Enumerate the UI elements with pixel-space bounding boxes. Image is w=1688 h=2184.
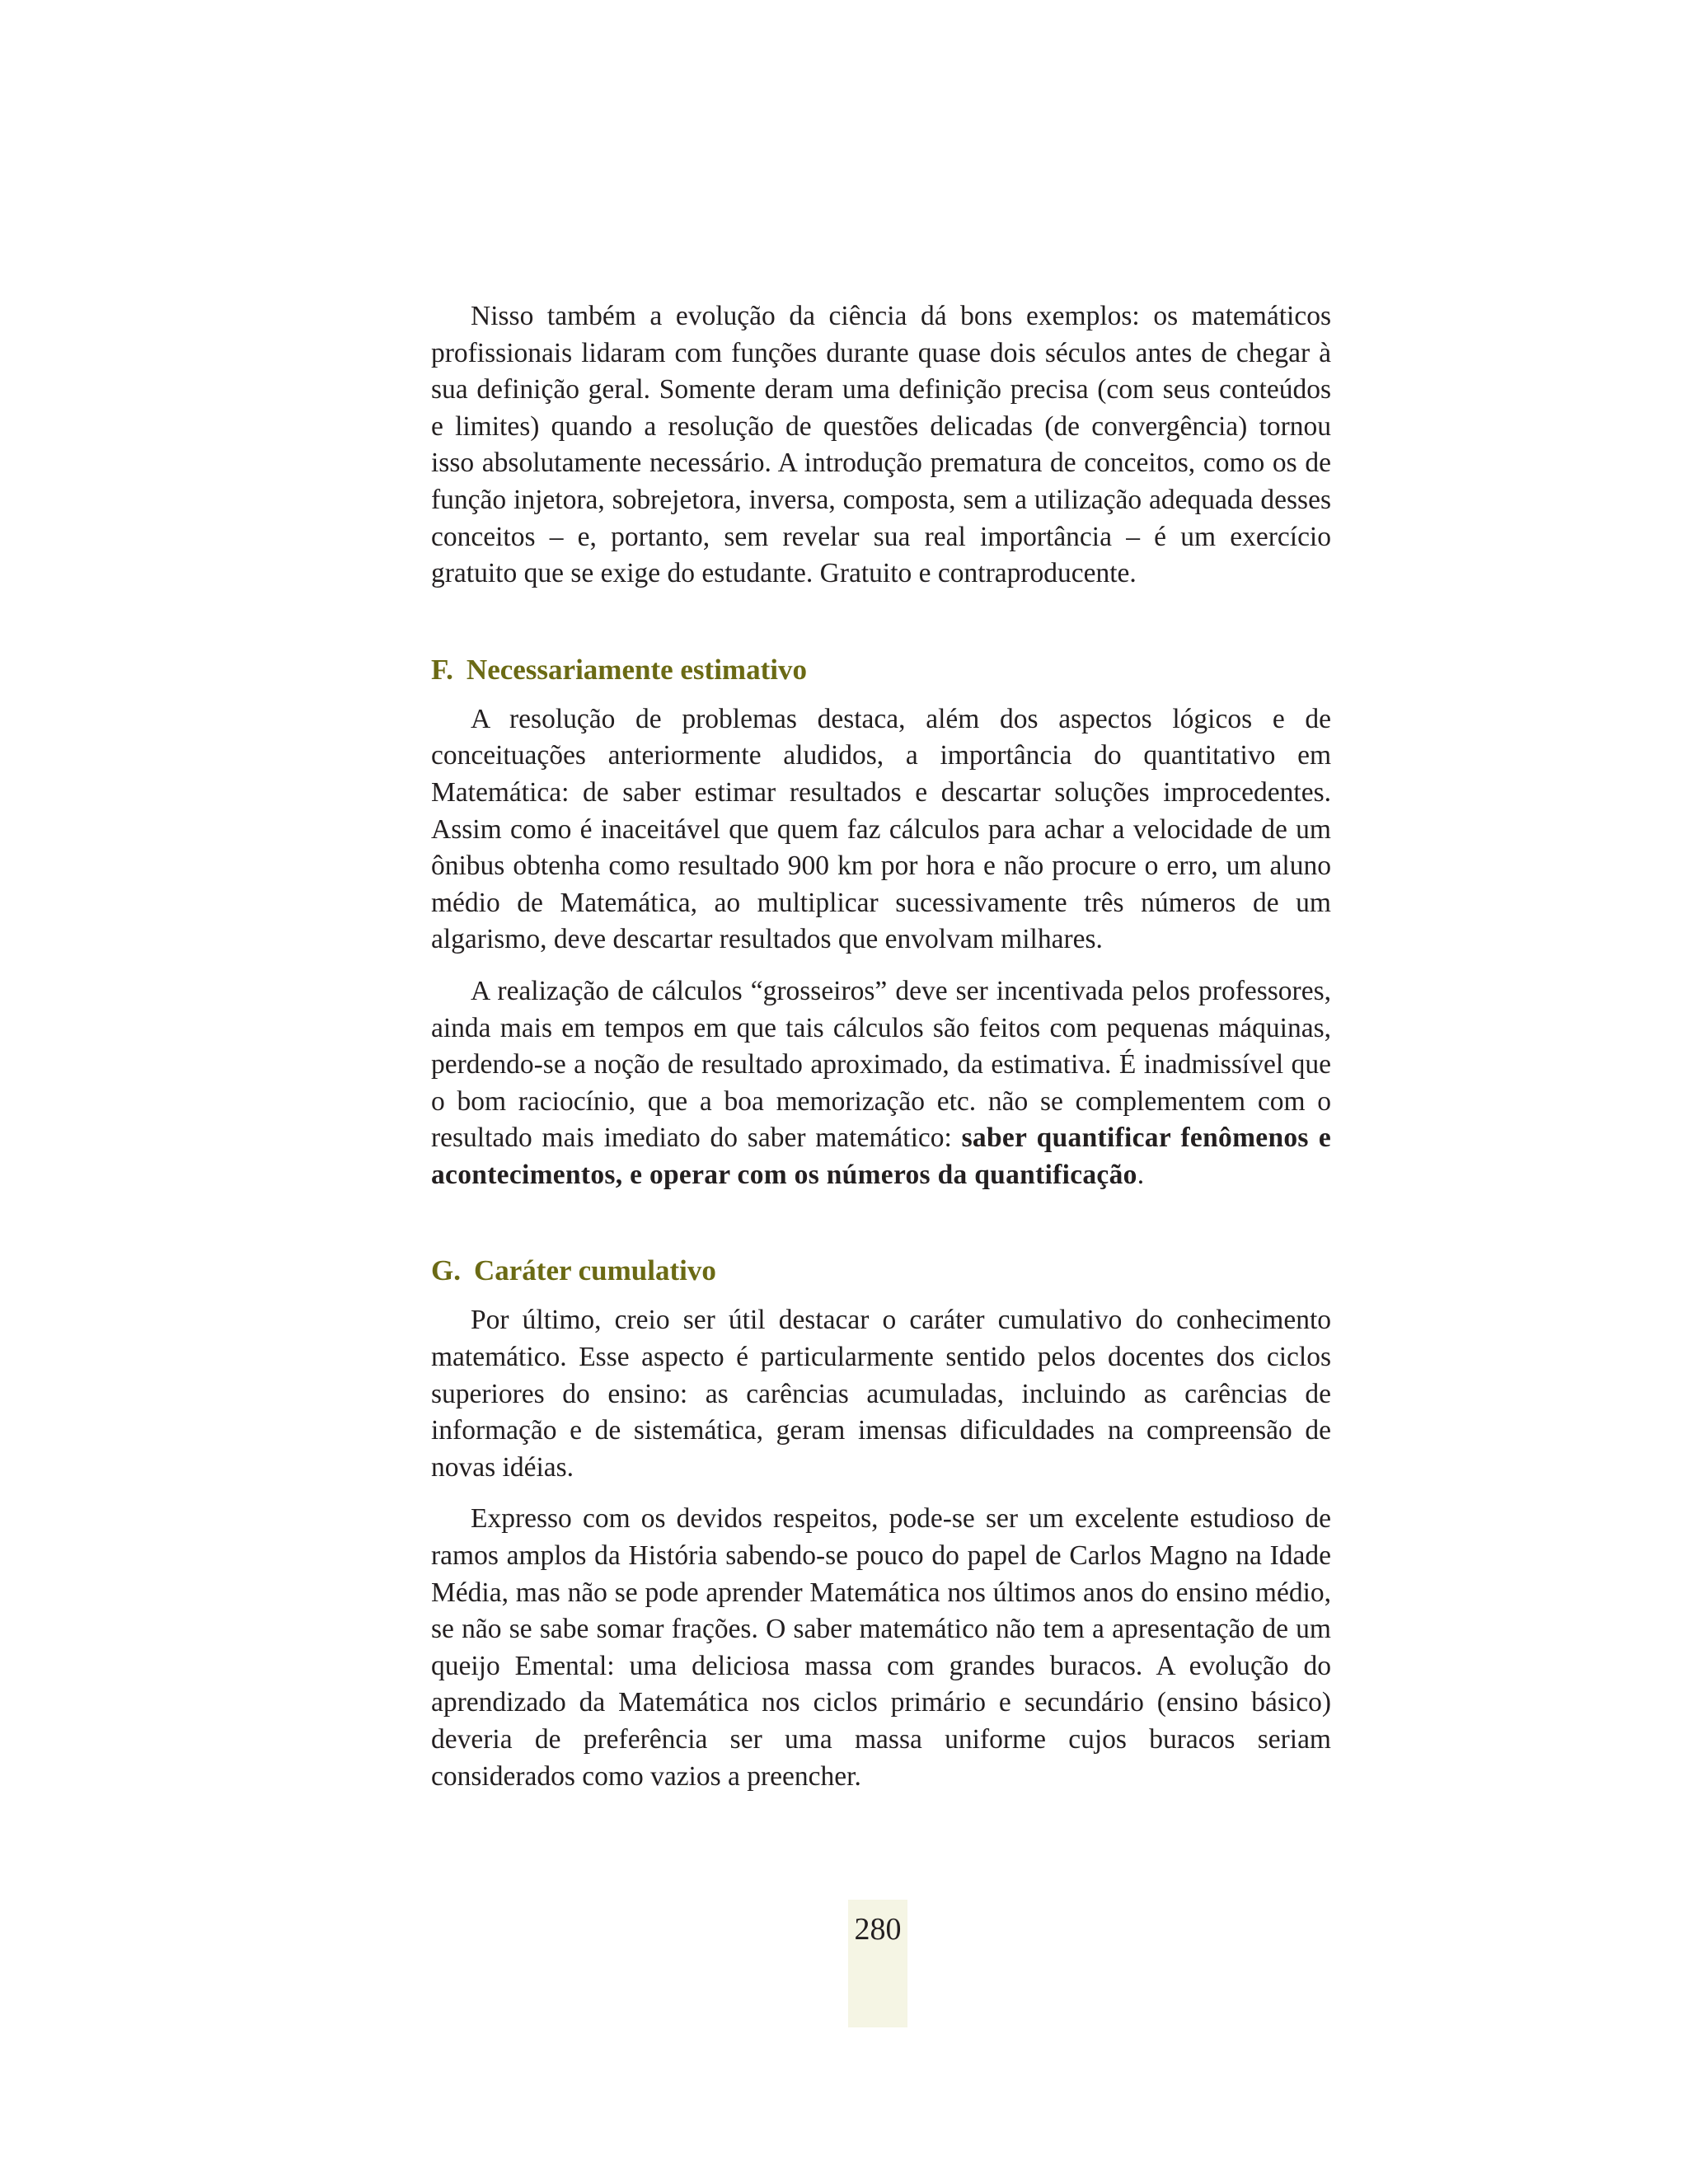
- section-f-paragraph-1: A resolução de problemas destaca, além dos aspectos lógicos e de conceituações anteriormente aludidos, a importância do quantitativo em Matemática: de saber estimar resultados e descartar soluções improcedentes. Assim como é inaceitável que quem faz cálculos para achar a velocidade de um ônibus obtenha como resultado 900 km por hora e não procure o erro, um aluno médio de Matemática, ao multiplicar sucessivamente três números de um algarismo, deve descartar resultados que envolvam milhares.: [431, 703, 1331, 955]
- section-g-letter: G.: [431, 1254, 461, 1287]
- section-f-paragraph-2-end: .: [1137, 1159, 1145, 1190]
- section-g-heading: [431, 1253, 1331, 1289]
- page-content: [431, 298, 1331, 1795]
- intro-paragraph: Nisso também a evolução da ciência dá bons exemplos: os matemáticos profissionais lidaram com funções durante quase dois séculos antes de chegar à sua definição geral. Somente deram uma definição precisa (com seus conteúdos e limites) quando a resolução de questões delicadas (de convergência) tornou isso absolutamente necessário. A introdução prematura de conceitos, como os de função injetora, sobrejetora, inversa, composta, sem a utilização adequada desses conceitos – e, portanto, sem revelar sua real importância – é um exercício gratuito que se exige do estudante. Gratuito e contraproducente.: [431, 301, 1331, 589]
- section-f-letter: F.: [431, 653, 453, 686]
- section-f-paragraph-2-start: A realização de cálculos “grosseiros” deve ser incentivada pelos professores, ainda mais em tempos em que tais cálculos são feitos com pequenas máquinas, perdendo-se a noção de resultado aproximado, da estimativa. É inadmissível que o bom raciocínio, que a boa memorização etc. não se complementem com o resultado mais imediato do saber matemático:: [431, 975, 1331, 1154]
- section-f: [431, 652, 1331, 1194]
- section-g-paragraph-2: Expresso com os devidos respeitos, pode-se ser um excelente estudioso de ramos amplos da História sabendo-se pouco do papel de Carlos Magno na Idade Média, mas não se pode aprender Matemática nos últimos anos do ensino médio, se não se sabe somar frações. O saber matemático não tem a apresentação de um queijo Emental: uma deliciosa massa com grandes buracos. A evolução do aprendizado da Matemática nos ciclos primário e secundário (ensino básico) deveria de preferência ser uma massa uniforme cujos buracos seriam considerados como vazios a preencher.: [431, 1503, 1331, 1792]
- page-number-tab: [848, 1900, 907, 2027]
- section-g-title: Caráter cumulativo: [473, 1254, 716, 1287]
- section-f-heading: [431, 652, 1331, 688]
- section-f-paragraph-2: [431, 973, 1331, 1194]
- section-f-emphasis: saber quantificar fenômenos e acontecimentos, e operar com os números da quantificação: [431, 1122, 1331, 1190]
- section-f-title: Necessariamente estimativo: [466, 653, 807, 686]
- section-g: [431, 1253, 1331, 1795]
- section-g-paragraph-1: Por último, creio ser útil destacar o caráter cumulativo do conhecimento matemático. Esse aspecto é particularmente sentido pelos docentes dos ciclos superiores do ensino: as carências acumuladas, incluindo as carências de informação e de sistemática, geram imensas dificuldades na compreensão de novas idéias.: [431, 1305, 1331, 1483]
- page-number: 280: [854, 1912, 902, 1947]
